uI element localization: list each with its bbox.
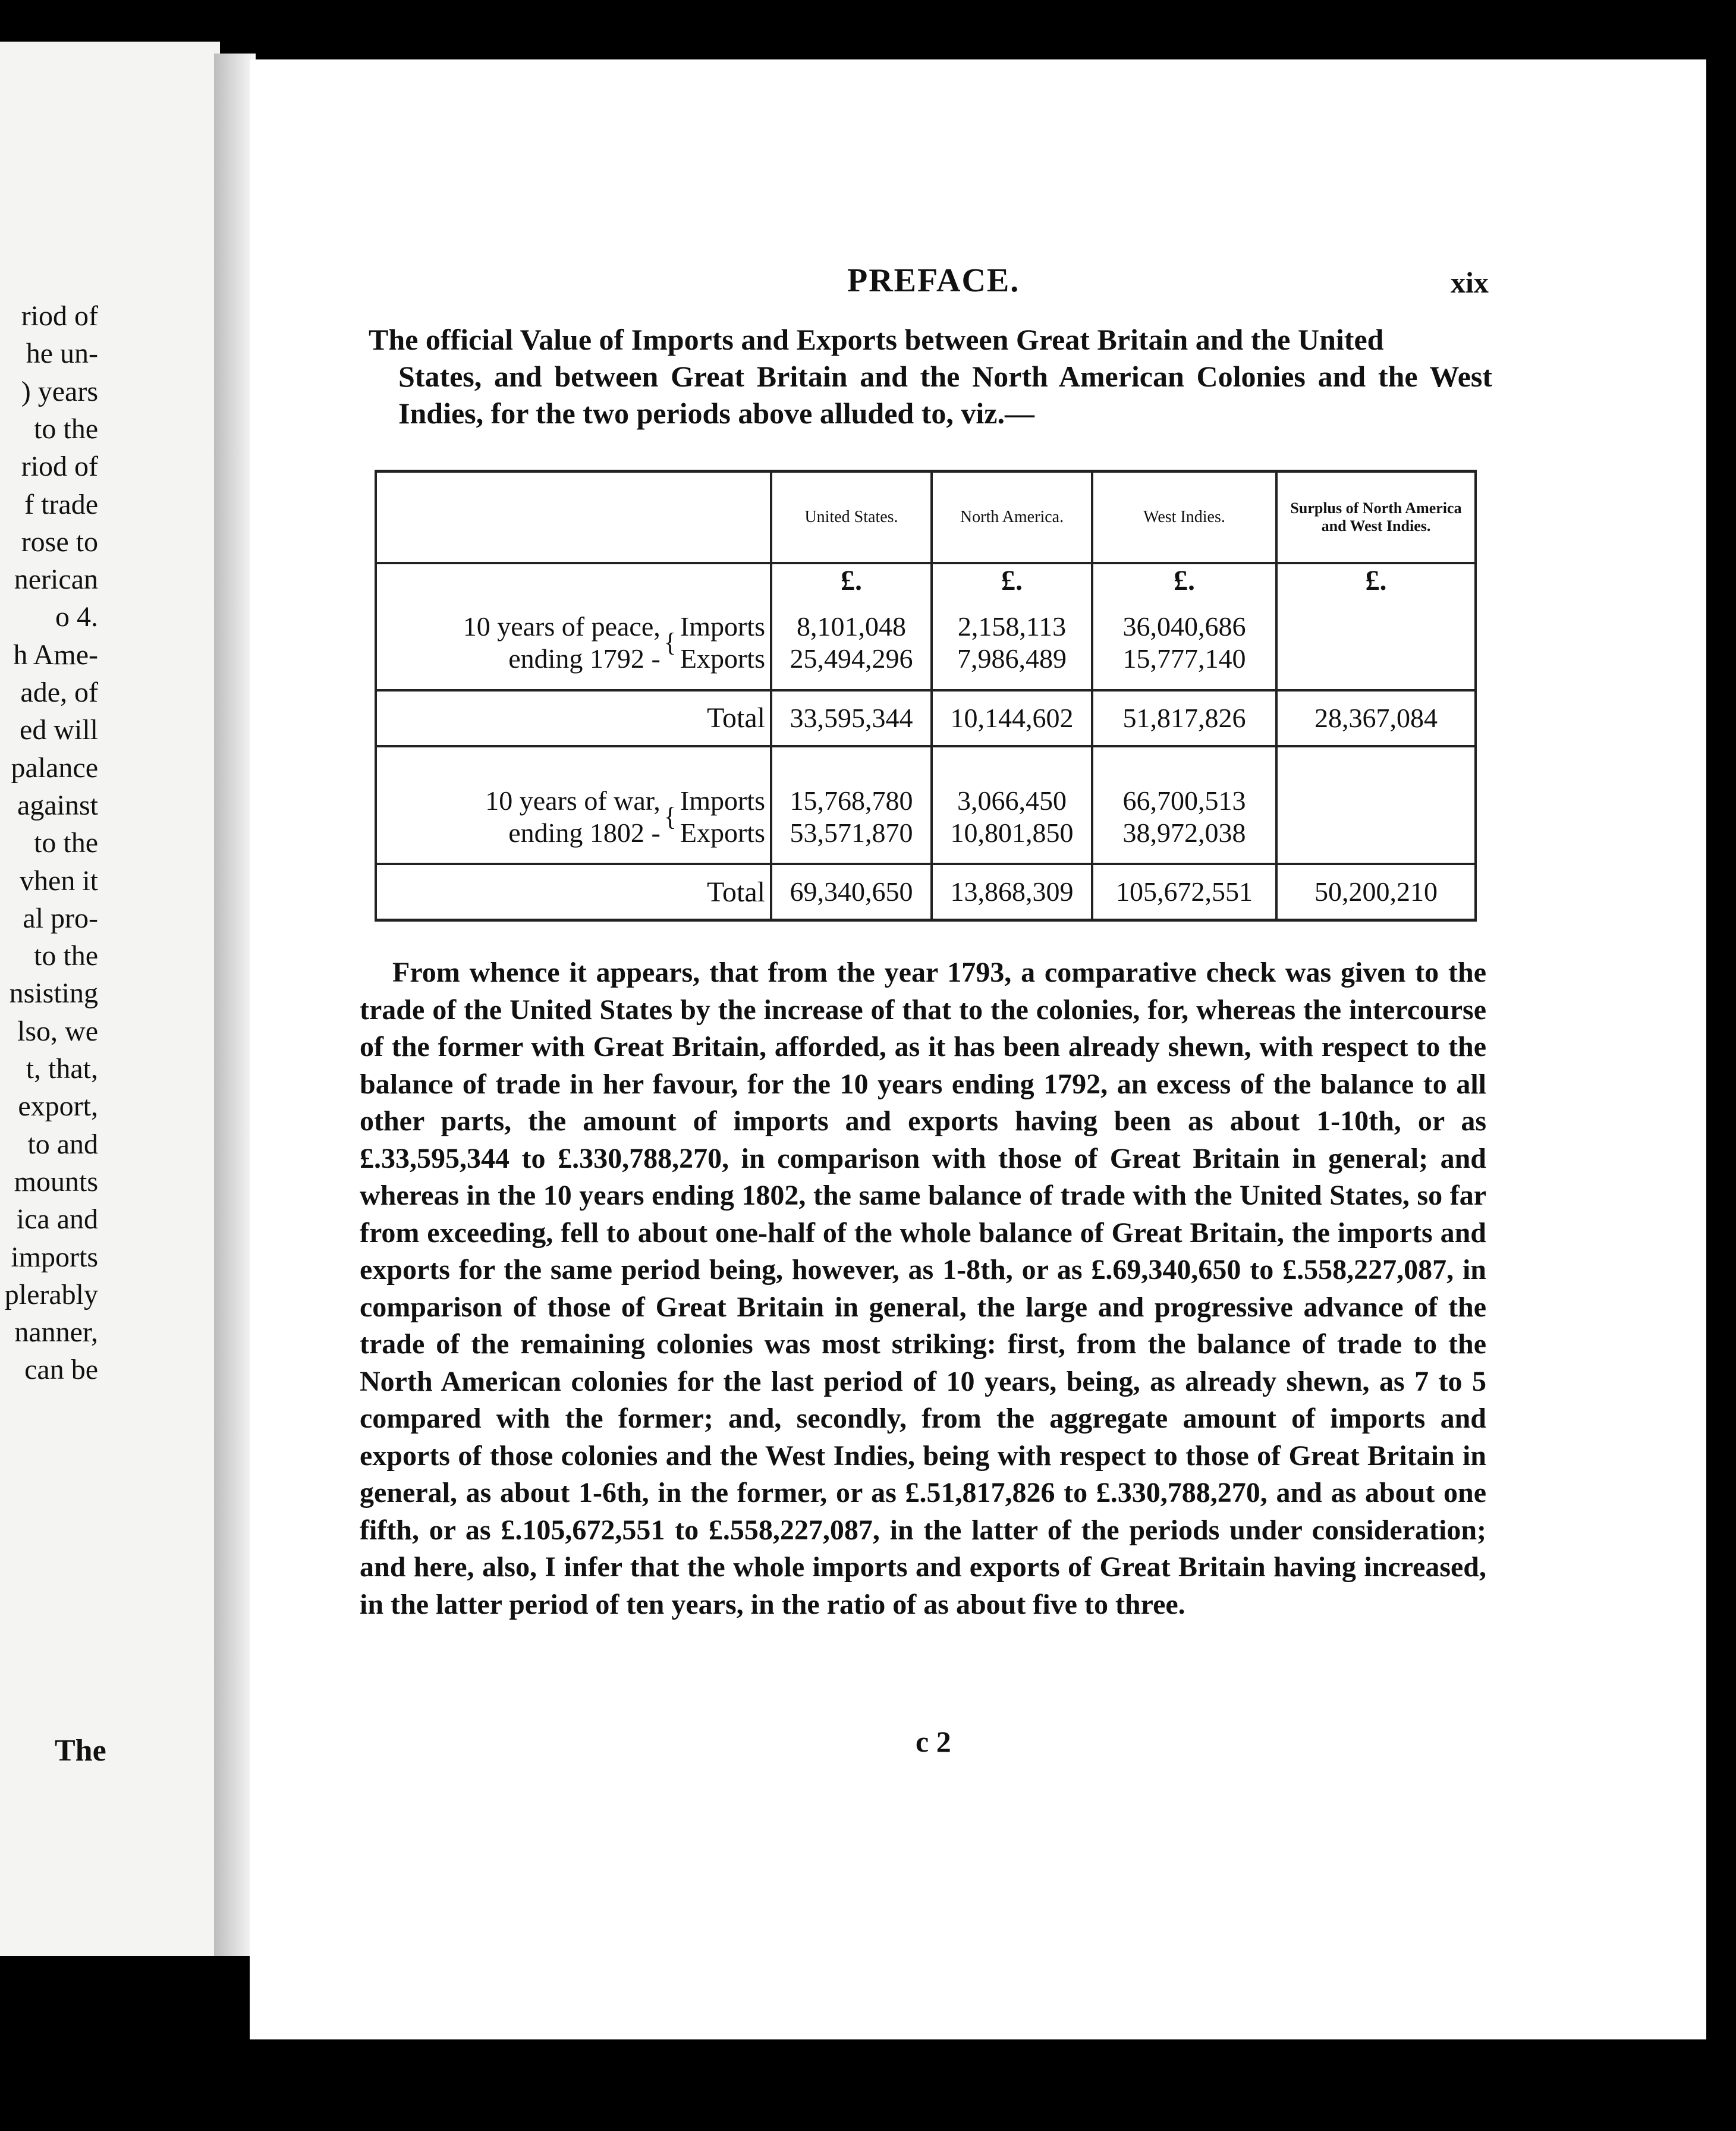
facing-page-line: export, [18,1090,98,1123]
facing-page-line: can be [24,1354,98,1386]
na-total: 10,144,602 [932,690,1092,746]
period-label [376,771,771,865]
us-total: 69,340,650 [771,864,932,920]
facing-page-line: al pro- [23,902,98,934]
total-label: Total [376,690,771,746]
currency-mark: £. [1276,563,1476,597]
period-dash: - [651,643,661,674]
currency-mark: £. [1092,563,1276,597]
facing-page-left [0,42,220,1956]
period-row-peace [376,597,1476,690]
wi-imports: 36,040,686 [1122,611,1246,642]
exports-label: Exports [680,817,765,848]
total-label: Total [376,864,771,920]
running-head-title: PREFACE. [847,262,1020,299]
table-caption-rest: States, and between Great Britain and the North American Colonies and the West Indies, for the two periods above alluded to, viz.— [398,360,1492,430]
facing-page-line: ica and [16,1203,98,1236]
facing-page-line: h Ame- [13,639,98,671]
facing-page-line: he un- [26,338,98,370]
total-row-peace [376,690,1476,746]
us-values [771,597,932,690]
trade-value-table [375,470,1477,922]
na-total: 13,868,309 [932,864,1092,920]
column-header-west-indies: West Indies. [1092,472,1276,564]
facing-page-line: plerably [4,1278,98,1310]
facing-page-line: lso, we [17,1015,98,1047]
facing-page-line: to the [34,413,98,445]
facing-page-line: to the [34,940,98,972]
page-number: xix [1451,266,1489,299]
facing-page-line: palance [11,752,98,784]
facing-page-line: vhen it [20,865,98,897]
period-label-line1: 10 years of war, [485,785,661,816]
facing-page-line: ed will [20,714,98,746]
period-label-line2: ending 1802 [508,817,644,848]
column-header-surplus: Surplus of North America and West Indies. [1276,472,1476,564]
facing-page-line: rose to [21,526,98,558]
facing-page-line: ade, of [20,677,98,708]
exports-label: Exports [680,643,765,674]
na-exports: 10,801,850 [950,817,1074,848]
signature-mark: c 2 [916,1725,951,1758]
currency-mark: £. [771,563,932,597]
wi-total: 105,672,551 [1092,864,1276,920]
wi-exports: 15,777,140 [1122,643,1246,674]
period-row-war [376,771,1476,865]
surplus-values [1276,597,1476,690]
us-total: 33,595,344 [771,690,932,746]
body-paragraph-text: From whence it appears, that from the year 1793, a comparative check was given to the trade of the United States by the increase of that to the colonies, for, whereas the intercourse of the former with Great Britain, afforded, as it has been already shewn, with respect to the balance of trade in her favour, for the 10 years ending 1792, an excess of the balance to all other parts, the amount of imports and exports having been as about 1-10th, or as £.33,595,344 to £.330,788,270, in comparison with those of Great Britain in general; and whereas in the 10 years ending 1802, the same balance of trade with the United States, so far from exceeding, fell to about one-half of the whole balance of Great Britain, the imports and exports for the same period being, however, as 1-8th, or as £.69,340,650 to £.558,227,087, in comparison of those of Great Britain in general, the large and progressive advance of the trade of the remaining colonies was most striking: first, from the balance of trade to the North American colonies for the last period of 10 years, being, as already shewn, as 7 to 5 compared with the former; and, secondly, from the aggregate amount of imports and exports of those colonies and the West Indies, being with respect to those of Great Britain in general, as about 1-6th, in the former, or as £.51,817,826 to £.330,788,270, and as about one fifth, or as £.105,672,551 to £.558,227,087, in the latter of the periods under consideration; and here, also, I infer that the whole imports and exports of Great Britain having increased, in the latter period of ten years, in the ratio of as about five to three. [360,957,1486,1620]
na-imports: 3,066,450 [957,785,1067,816]
table-header-row [376,472,1476,564]
body-paragraph [360,954,1486,1623]
wi-exports: 38,972,038 [1122,817,1246,848]
table-caption-first-line: The official Value of Imports and Exports between Great Britain and the United [369,323,1384,356]
total-row-war [376,864,1476,920]
facing-page-line: to and [27,1128,98,1160]
wi-total: 51,817,826 [1092,690,1276,746]
facing-page-line: t, that, [26,1053,98,1085]
facing-page-line: nerican [14,564,98,596]
column-header-north-america: North America. [932,472,1092,564]
table-caption [369,321,1492,432]
wi-values [1092,597,1276,690]
us-imports: 15,768,780 [790,785,913,816]
brace-icon: { [663,628,677,658]
wi-values [1092,771,1276,865]
facing-page-line: to the [34,827,98,859]
na-imports: 2,158,113 [957,611,1067,642]
facing-page-line: imports [11,1241,98,1273]
facing-page-line: o 4. [55,601,98,633]
column-header-united-states: United States. [771,472,932,564]
period-dash: - [651,817,661,848]
imports-label: Imports [680,785,765,816]
na-exports: 7,986,489 [957,643,1067,674]
facing-page-line: nsisting [9,978,98,1010]
spacer-row [376,746,1476,771]
na-values [932,597,1092,690]
us-values [771,771,932,865]
us-exports: 53,571,870 [790,817,913,848]
currency-mark: £. [932,563,1092,597]
us-imports: 8,101,048 [797,611,906,642]
period-label-line2: ending 1792 [508,643,644,674]
period-label-line1: 10 years of peace, [463,611,661,642]
currency-row [376,563,1476,597]
facing-page-line: f trade [24,488,98,520]
facing-page-line: nanner, [14,1316,98,1349]
na-values [932,771,1092,865]
currency-blank [376,563,771,597]
surplus-total: 28,367,084 [1276,690,1476,746]
facing-page-line: riod of [21,451,98,483]
surplus-values [1276,771,1476,865]
imports-label: Imports [680,611,765,642]
surplus-total: 50,200,210 [1276,864,1476,920]
us-exports: 25,494,296 [790,643,913,674]
facing-page-line: riod of [21,300,98,332]
header-blank [376,472,771,564]
facing-page-line: against [17,789,98,821]
facing-page-line: ) years [21,375,98,407]
facing-page-catchword: The [55,1734,106,1768]
brace-icon: { [663,802,677,831]
facing-page-line: mounts [14,1165,98,1197]
wi-imports: 66,700,513 [1122,785,1246,816]
period-label [376,597,771,690]
